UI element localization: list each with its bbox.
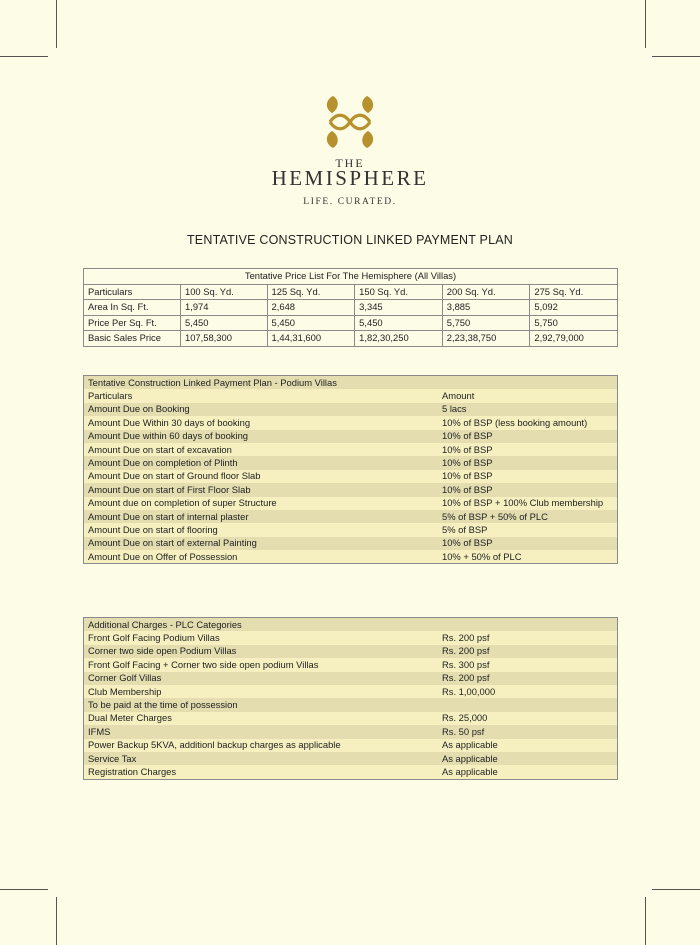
table-cell: 5,750: [442, 315, 530, 331]
table-cell: 10% of BSP: [438, 470, 618, 483]
table-cell: Amount Due on start of excavation: [84, 443, 439, 456]
column-header: Particulars: [84, 284, 181, 300]
crop-mark: [56, 0, 57, 48]
table-cell: 2,23,38,750: [442, 331, 530, 347]
additional-charges-table: [83, 617, 618, 780]
table-cell: 5,450: [181, 315, 268, 331]
table-cell: 10% of BSP + 100% Club membership: [438, 497, 618, 510]
table-cell: Power Backup 5KVA, additionl backup charges as applicable: [84, 739, 439, 752]
table-row: [84, 658, 618, 671]
table-cell: Front Golf Facing Podium Villas: [84, 631, 439, 644]
payment-plan-header: [84, 389, 618, 402]
additional-charges-caption: Additional Charges - PLC Categories: [84, 618, 618, 632]
table-cell: 1,974: [181, 300, 268, 316]
table-cell: Amount Due on start of Ground floor Slab: [84, 470, 439, 483]
table-cell: 2,92,79,000: [530, 331, 618, 347]
table-cell: Amount Due on Offer of Possession: [84, 550, 439, 564]
table-cell: Dual Meter Charges: [84, 712, 439, 725]
table-cell: Corner Golf Villas: [84, 672, 439, 685]
table-cell: Rs. 1,00,000: [438, 685, 618, 698]
table-cell: As applicable: [438, 752, 618, 765]
table-cell: Rs. 200 psf: [438, 672, 618, 685]
table-cell: 5 lacs: [438, 403, 618, 416]
brand-name: HEMISPHERE: [271, 166, 429, 190]
table-cell: Amount Due Within 30 days of booking: [84, 416, 439, 429]
table-cell: Corner two side open Podium Villas: [84, 645, 439, 658]
table-cell: 3,885: [442, 300, 530, 316]
price-table-header: [84, 284, 618, 300]
brand-tagline: LIFE. CURATED.: [303, 197, 397, 207]
table-cell: Rs. 25,000: [438, 712, 618, 725]
table-cell: 5,450: [355, 315, 443, 331]
table-row: [84, 685, 618, 698]
table-cell: Front Golf Facing + Corner two side open podium Villas: [84, 658, 439, 671]
crop-mark: [0, 56, 48, 57]
table-row: [84, 403, 618, 416]
table-row: [84, 510, 618, 523]
table-cell: Amount Due on start of internal plaster: [84, 510, 439, 523]
table-cell: 107,58,300: [181, 331, 268, 347]
table-cell: Rs. 200 psf: [438, 645, 618, 658]
table-cell: 2,648: [267, 300, 355, 316]
price-table-caption: Tentative Price List For The Hemisphere (All Villas): [84, 269, 618, 285]
table-row: [84, 537, 618, 550]
table-row: [84, 672, 618, 685]
table-cell: Area In Sq. Ft.: [84, 300, 181, 316]
table-row: [84, 443, 618, 456]
table-cell: As applicable: [438, 739, 618, 752]
hemisphere-logo-icon: [320, 92, 380, 152]
table-cell: 5% of BSP: [438, 523, 618, 536]
table-cell: Amount due on completion of super Structure: [84, 497, 439, 510]
crop-mark: [652, 889, 700, 890]
price-list-table: [83, 268, 618, 347]
table-row: [84, 523, 618, 536]
table-row: [84, 497, 618, 510]
table-row: [84, 698, 618, 711]
table-cell: Amount Due on start of flooring: [84, 523, 439, 536]
document-title: TENTATIVE CONSTRUCTION LINKED PAYMENT PLAN: [186, 233, 514, 247]
table-cell: 1,82,30,250: [355, 331, 443, 347]
table-row: [84, 300, 618, 316]
table-cell: As applicable: [438, 765, 618, 779]
column-header: 100 Sq. Yd.: [181, 284, 268, 300]
table-cell: Amount Due on completion of Plinth: [84, 456, 439, 469]
table-cell: Rs. 300 psf: [438, 658, 618, 671]
table-row: [84, 631, 618, 644]
table-row: [84, 430, 618, 443]
table-cell: 10% of BSP: [438, 537, 618, 550]
table-cell: Registration Charges: [84, 765, 439, 779]
table-row: [84, 645, 618, 658]
column-header: Amount: [438, 389, 618, 402]
table-cell: Amount Due within 60 days of booking: [84, 430, 439, 443]
table-cell: 5,750: [530, 315, 618, 331]
table-cell: IFMS: [84, 725, 439, 738]
brand-the: THE: [335, 156, 365, 170]
crop-mark: [645, 0, 646, 48]
table-row: [84, 739, 618, 752]
table-cell: Club Membership: [84, 685, 439, 698]
column-header: 200 Sq. Yd.: [442, 284, 530, 300]
table-cell: Service Tax: [84, 752, 439, 765]
payment-plan-table: [83, 375, 618, 564]
table-cell: 5,450: [267, 315, 355, 331]
table-row: [84, 550, 618, 564]
table-cell: Amount Due on start of external Painting: [84, 537, 439, 550]
table-cell: [438, 698, 618, 711]
table-row: [84, 456, 618, 469]
table-cell: 10% of BSP (less booking amount): [438, 416, 618, 429]
table-row: [84, 331, 618, 347]
table-cell: Amount Due on start of First Floor Slab: [84, 483, 439, 496]
table-cell: 5% of BSP + 50% of PLC: [438, 510, 618, 523]
column-header: Particulars: [84, 389, 439, 402]
crop-mark: [645, 897, 646, 945]
column-header: 125 Sq. Yd.: [267, 284, 355, 300]
table-cell: 10% of BSP: [438, 443, 618, 456]
table-cell: 10% of BSP: [438, 483, 618, 496]
payment-plan-caption: Tentative Construction Linked Payment Plan - Podium Villas: [84, 376, 618, 390]
table-cell: To be paid at the time of possession: [84, 698, 439, 711]
column-header: 275 Sq. Yd.: [530, 284, 618, 300]
table-cell: 10% of BSP: [438, 456, 618, 469]
table-row: [84, 483, 618, 496]
table-row: [84, 315, 618, 331]
table-cell: Rs. 50 psf: [438, 725, 618, 738]
table-cell: Rs. 200 psf: [438, 631, 618, 644]
table-row: [84, 470, 618, 483]
table-row: [84, 712, 618, 725]
table-cell: Amount Due on Booking: [84, 403, 439, 416]
crop-mark: [56, 897, 57, 945]
column-header: 150 Sq. Yd.: [355, 284, 443, 300]
table-cell: 10% of BSP: [438, 430, 618, 443]
table-cell: Price Per Sq. Ft.: [84, 315, 181, 331]
table-cell: 1,44,31,600: [267, 331, 355, 347]
table-row: [84, 765, 618, 779]
table-row: [84, 725, 618, 738]
table-row: [84, 416, 618, 429]
table-cell: Basic Sales Price: [84, 331, 181, 347]
table-cell: 5,092: [530, 300, 618, 316]
table-row: [84, 752, 618, 765]
crop-mark: [652, 56, 700, 57]
table-cell: 3,345: [355, 300, 443, 316]
crop-mark: [0, 889, 48, 890]
table-cell: 10% + 50% of PLC: [438, 550, 618, 564]
